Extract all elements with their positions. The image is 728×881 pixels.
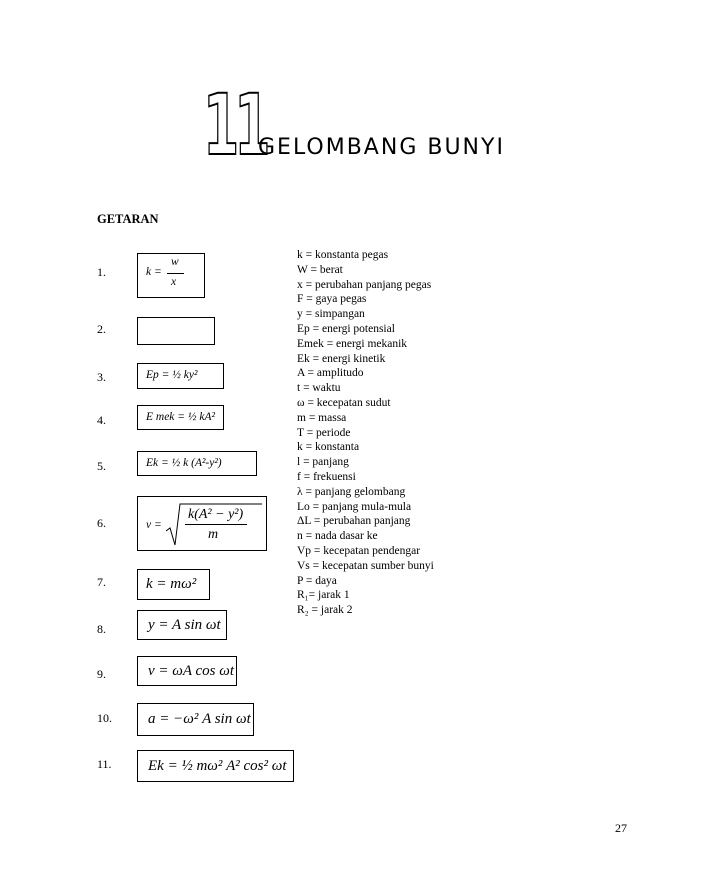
page-number: 27 [615, 821, 627, 835]
legend-item: m = massa [297, 411, 347, 424]
legend-item: Lo = panjang mula-mula [297, 500, 412, 513]
formula-box [137, 405, 224, 430]
section-heading: GETARAN [97, 212, 159, 226]
fraction-numerator: k(A² − y²) [188, 507, 244, 522]
formula-text: Ek = ½ mω² A² cos² ωt [148, 758, 287, 774]
formula-box [137, 253, 205, 298]
formula-box [137, 317, 215, 345]
fraction-bar [167, 273, 184, 274]
formula-box [137, 569, 210, 600]
formula-number: 9. [97, 667, 106, 681]
formula-number: 4. [97, 413, 106, 427]
fraction-numerator: w [171, 256, 179, 268]
legend-item: R₂ = jarak 2 [297, 604, 353, 617]
legend-item: t = waktu [297, 382, 341, 395]
fraction-denominator: m [208, 527, 219, 542]
formula-number: 5. [97, 459, 106, 473]
formula-lhs: v = [146, 519, 162, 531]
formula-number: 2. [97, 322, 106, 336]
legend-item: ω = kecepatan sudut [297, 396, 391, 409]
formula-text: y = A sin ωt [148, 617, 221, 633]
legend-item: y = simpangan [297, 308, 365, 321]
formula-text: k = mω² [146, 576, 197, 592]
formula-text: Ep = ½ ky² [146, 369, 198, 381]
formula-number: 3. [97, 370, 106, 384]
formula-text: E mek = ½ kA² [146, 411, 215, 423]
legend-item: k = konstanta pegas [297, 249, 389, 261]
legend-item: W = berat [297, 263, 343, 276]
formula-number: 6. [97, 516, 106, 530]
legend-item: T = periode [297, 426, 351, 439]
formula-box [137, 703, 254, 736]
formula-text: v = ωA cos ωt [148, 663, 235, 679]
legend-item: F = gaya pegas [297, 293, 367, 306]
formula-number: 10. [97, 711, 112, 725]
legend-item: Emek = energi mekanik [297, 337, 408, 350]
legend-item: P = daya [297, 574, 337, 587]
chapter-title: GELOMBANG BUNYI [258, 135, 505, 160]
legend-item: n = nada dasar ke [297, 530, 378, 543]
fraction-denominator: x [171, 276, 177, 288]
variable-legend [297, 248, 434, 618]
legend-item: Ep = energi potensial [297, 322, 395, 335]
formula-number: 8. [97, 622, 106, 636]
chapter-number: 11 [203, 76, 266, 174]
legend-item: l = panjang [297, 456, 349, 469]
legend-item: R₁= jarak 1 [297, 589, 350, 602]
formula-box [137, 451, 257, 476]
legend-item: λ = panjang gelombang [297, 485, 406, 498]
formula-number: 11. [97, 757, 112, 771]
fraction-bar [185, 524, 247, 525]
legend-item: k = konstanta [297, 441, 360, 454]
legend-item: A = amplitudo [297, 367, 364, 380]
formula-box [137, 363, 224, 389]
legend-item: f = frekuensi [297, 470, 356, 483]
formula-box [137, 496, 267, 551]
formula-box [137, 750, 294, 782]
legend-item: Vs = kecepatan sumber bunyi [297, 559, 434, 572]
formula-box [137, 656, 237, 686]
formula-box [137, 610, 227, 640]
formula-text: Ek = ½ k (A²-y²) [146, 457, 222, 469]
formula-number: 7. [97, 575, 106, 589]
legend-item: ΔL = perubahan panjang [297, 515, 411, 528]
formula-lhs: k = [146, 266, 162, 278]
legend-item: x = perubahan panjang pegas [297, 278, 432, 291]
formula-number: 1. [97, 265, 106, 279]
legend-item: Vp = kecepatan pendengar [297, 544, 421, 557]
formula-text: a = −ω² A sin ωt [148, 711, 251, 727]
legend-item: Ek = energi kinetik [297, 352, 386, 365]
